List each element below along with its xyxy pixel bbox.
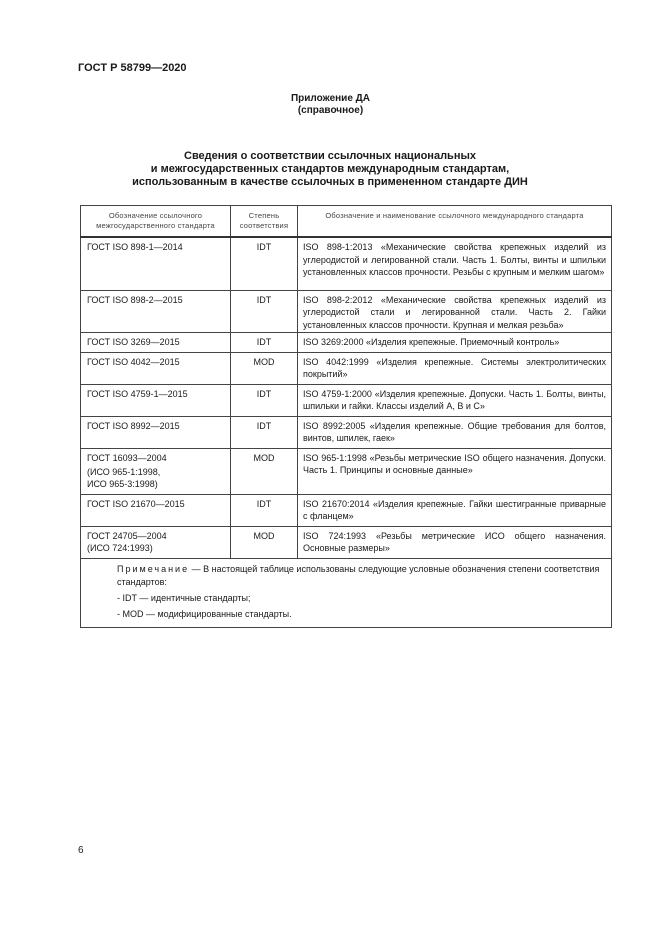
table-row bbox=[81, 448, 612, 494]
cell-reference: ISO 898-2:2012 «Механические свойства крепежных изделий из углеродистой стали и легированной стали. Часть 2. Гайки установленных классов прочности. Крупная и мелкая резьба» bbox=[298, 290, 612, 332]
column-header-degree: Степень соответствия bbox=[231, 206, 298, 238]
cell-reference: ISO 3269:2000 «Изделия крепежные. Приемочный контроль» bbox=[298, 332, 612, 352]
table-row bbox=[81, 290, 612, 332]
heading-line: использованным в качестве ссылочных в примененном стандарте ДИН bbox=[132, 176, 528, 188]
page-number: 6 bbox=[78, 845, 84, 856]
cell-degree: IDT bbox=[231, 290, 298, 332]
cell-degree: MOD bbox=[231, 448, 298, 494]
document-code: ГОСТ Р 58799—2020 bbox=[78, 62, 187, 74]
cell-standard: ГОСТ ISO 898-1—2014 bbox=[81, 237, 231, 290]
column-header-standard: Обозначение ссылочного межгосударственного стандарта bbox=[81, 206, 231, 238]
heading-line: и межгосударственных стандартов международным стандартам, bbox=[150, 163, 510, 175]
cell-standard: ГОСТ 24705—2004 (ИСО 724:1993) bbox=[81, 526, 231, 558]
cell-standard: ГОСТ ISO 4759-1—2015 bbox=[81, 384, 231, 416]
cell-degree: IDT bbox=[231, 237, 298, 290]
cell-standard: ГОСТ ISO 3269—2015 bbox=[81, 332, 231, 352]
table-note bbox=[81, 558, 612, 627]
table-row bbox=[81, 416, 612, 448]
appendix-subtitle: (справочное) bbox=[297, 105, 364, 116]
cell-degree: IDT bbox=[231, 332, 298, 352]
table-header-row bbox=[81, 206, 612, 238]
cell-degree: IDT bbox=[231, 494, 298, 526]
column-header-reference: Обозначение и наименование ссылочного международного стандарта bbox=[298, 206, 612, 238]
cell-reference: ISO 8992:2005 «Изделия крепежные. Общие требования для болтов, винтов, шпилек, гаек» bbox=[298, 416, 612, 448]
table-row bbox=[81, 237, 612, 290]
cell-degree: IDT bbox=[231, 416, 298, 448]
note-text: Примечание — В настоящей таблице использованы следующие условные обозначения степени соответствия стандартов: bbox=[117, 563, 600, 587]
cell-reference: ISO 724:1993 «Резьбы метрические ИСО общего назначения. Основные размеры» bbox=[298, 526, 612, 558]
heading-line: Сведения о соответствии ссылочных национальных bbox=[184, 150, 476, 162]
cell-reference: ISO 898-1:2013 «Механические свойства крепежных изделий из углеродистой и легированной стали. Часть 1. Болты, винты и шпильки установленных классов прочности. Резьбы с крупным и мелким шагом» bbox=[298, 237, 612, 290]
cell-standard: ГОСТ 16093—2004 (ИСО 965-1:1998, ИСО 965-3:1998) bbox=[81, 448, 231, 494]
cell-reference: ISO 4042:1999 «Изделия крепежные. Системы электролитических покрытий» bbox=[298, 352, 612, 384]
note-item: - IDT — идентичные стандарты; bbox=[117, 592, 251, 603]
note-item: - MOD — модифицированные стандарты. bbox=[117, 608, 292, 619]
correspondence-table bbox=[80, 205, 612, 628]
cell-reference: ISO 965-1:1998 «Резьбы метрические ISO общего назначения. Допуски. Часть 1. Принципы и основные данные» bbox=[298, 448, 612, 494]
cell-degree: MOD bbox=[231, 526, 298, 558]
section-heading bbox=[80, 150, 580, 189]
cell-reference: ISO 21670:2014 «Изделия крепежные. Гайки шестигранные приварные с фланцем» bbox=[298, 494, 612, 526]
table-row bbox=[81, 384, 612, 416]
cell-reference: ISO 4759-1:2000 «Изделия крепежные. Допуски. Часть 1. Болты, винты, шпильки и гайки. Классы изделий A, B и C» bbox=[298, 384, 612, 416]
table-row bbox=[81, 494, 612, 526]
appendix-title: Приложение ДА bbox=[290, 93, 371, 104]
note-label: Примечание bbox=[117, 563, 190, 574]
cell-standard: ГОСТ ISO 21670—2015 bbox=[81, 494, 231, 526]
table-row bbox=[81, 332, 612, 352]
table-note-row bbox=[81, 558, 612, 627]
table-row bbox=[81, 352, 612, 384]
cell-standard: ГОСТ ISO 4042—2015 bbox=[81, 352, 231, 384]
cell-degree: MOD bbox=[231, 352, 298, 384]
cell-standard: ГОСТ ISO 8992—2015 bbox=[81, 416, 231, 448]
cell-standard: ГОСТ ISO 898-2—2015 bbox=[81, 290, 231, 332]
cell-degree: IDT bbox=[231, 384, 298, 416]
table-row bbox=[81, 526, 612, 558]
